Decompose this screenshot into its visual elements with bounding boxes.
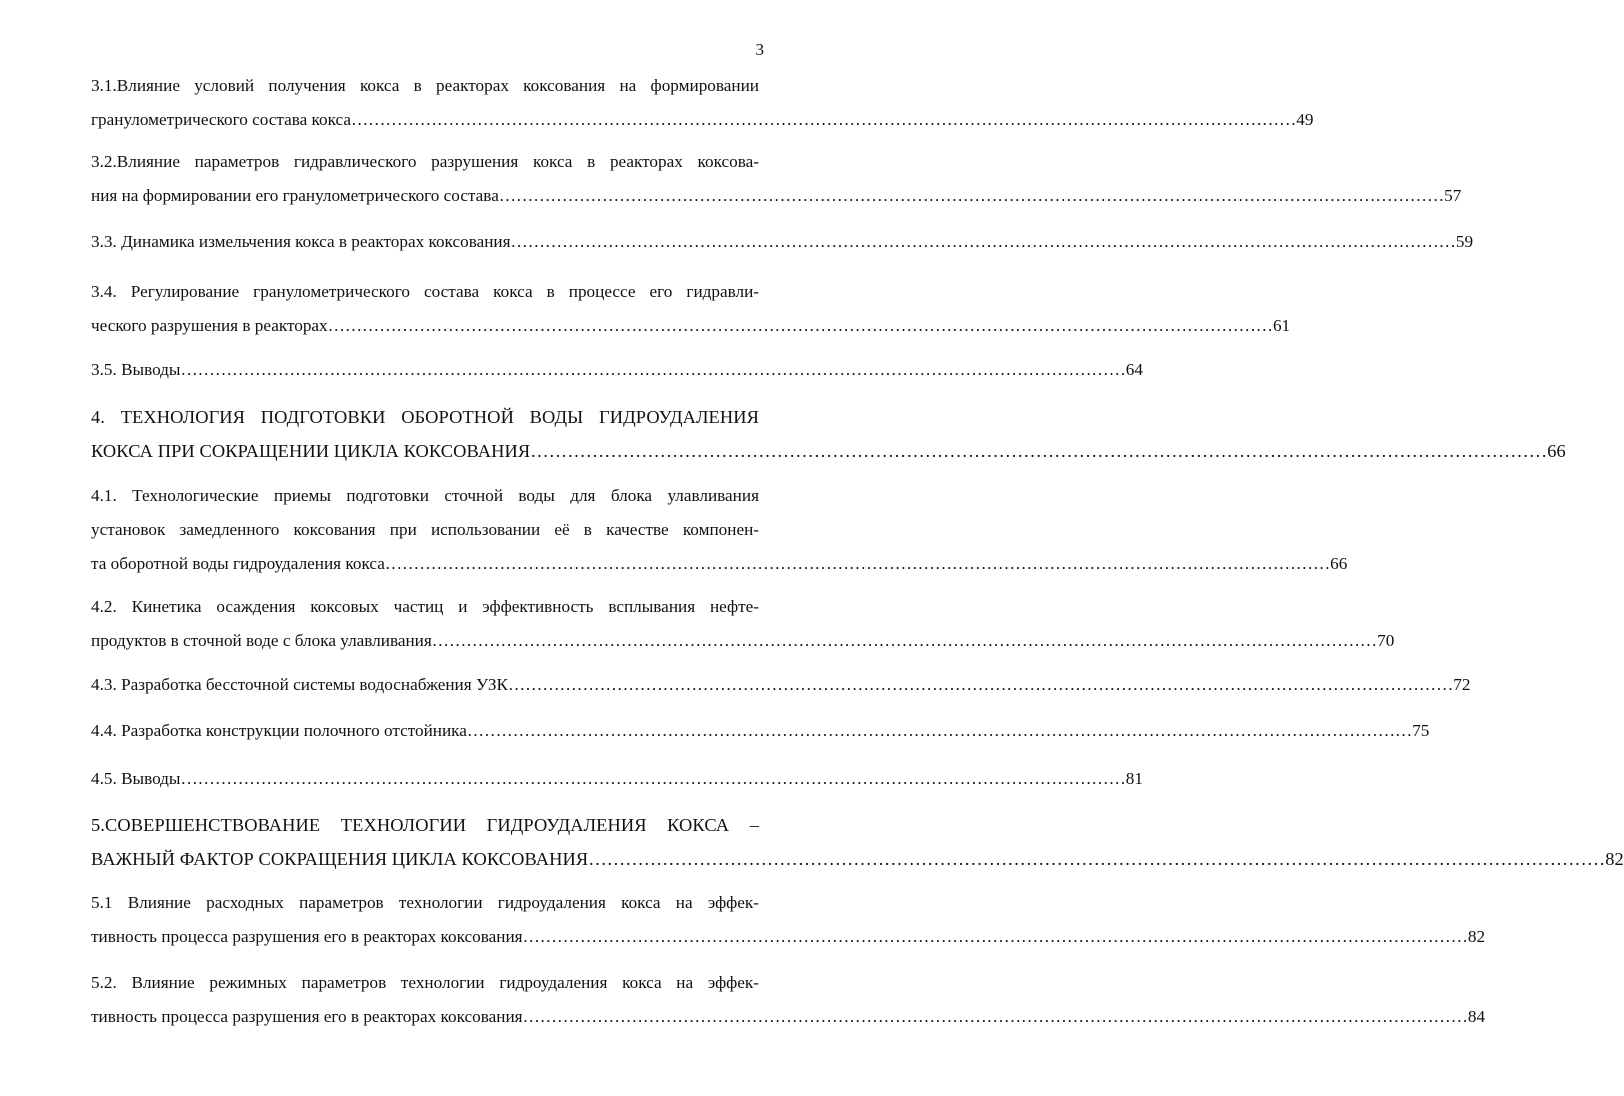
toc-entry-text: 5.1 Влияние расходных параметров технологии гидроудаления кокса на эффек-: [91, 893, 759, 912]
toc-entry-4-2: [91, 590, 1395, 658]
toc-entry-text: гранулометрического состава кокса: [91, 110, 351, 129]
toc-page-ref: 57: [1444, 186, 1462, 205]
toc-page-ref: 61: [1272, 316, 1291, 335]
dot-leader: [530, 434, 1547, 468]
toc-page-ref: 64: [1125, 360, 1143, 379]
toc-page-ref: 72: [1453, 675, 1471, 694]
toc-entry-4-4: [91, 714, 1430, 748]
toc-entry-3-4: [91, 275, 1291, 343]
toc-entry-last-line: [91, 762, 1143, 796]
toc-entry-last-line: [91, 225, 1474, 259]
dot-leader: [467, 714, 1412, 748]
toc-entry-last-line: [91, 309, 1291, 343]
toc-entry-4-5: [91, 762, 1143, 796]
toc-entry-text: тивность процесса разрушения его в реакторах коксования: [91, 1007, 523, 1026]
toc-page-ref: 81: [1125, 769, 1143, 788]
toc-page-ref: 59: [1455, 232, 1474, 251]
toc-entry-text: 4. ТЕХНОЛОГИЯ ПОДГОТОВКИ ОБОРОТНОЙ ВОДЫ ГИДРОУДАЛЕНИЯ: [91, 407, 759, 427]
toc-entry-text: ния на формировании его гранулометрического состава: [91, 186, 499, 205]
dot-leader: [588, 842, 1605, 876]
toc-entry-text: та оборотной воды гидроудаления кокса: [91, 554, 385, 573]
toc-entry-5: [91, 808, 1624, 876]
toc-entry-last-line: [91, 547, 1348, 581]
toc-entry-text: 3.3. Динамика измельчения кокса в реакторах коксования: [91, 232, 511, 251]
toc-page-ref: 70: [1377, 631, 1395, 650]
toc-page-ref: 66: [1330, 554, 1348, 573]
toc-entry-3-1: [91, 69, 1314, 137]
toc-entry-4-3: [91, 668, 1471, 702]
toc-entry-text: 4.3. Разработка бессточной системы водоснабжения УЗК: [91, 675, 508, 694]
toc-entry-text: 3.5. Выводы: [91, 360, 181, 379]
dot-leader: [385, 547, 1330, 581]
dot-leader: [180, 762, 1125, 796]
toc-entry-text: ческого разрушения в реакторах: [91, 316, 328, 335]
dot-leader: [523, 1000, 1468, 1034]
dot-leader: [180, 353, 1125, 387]
toc-entry-last-line: [91, 668, 1471, 702]
toc-entry-4: [91, 400, 1566, 468]
dot-leader: [351, 103, 1296, 137]
toc-entry-last-line: [91, 920, 1486, 954]
toc-entry-text: 5.2. Влияние режимных параметров технологии гидроудаления кокса на эффек-: [91, 973, 759, 992]
toc-entry-text: тивность процесса разрушения его в реакторах коксования: [91, 927, 523, 946]
toc-entry-text: установок замедленного коксования при использовании её в качестве компонен-: [91, 520, 759, 539]
dot-leader: [499, 179, 1444, 213]
toc-entry-3-3: [91, 225, 1474, 259]
toc-entry-text: 5.СОВЕРШЕНСТВОВАНИЕ ТЕХНОЛОГИИ ГИДРОУДАЛЕНИЯ КОКСА –: [91, 815, 759, 835]
toc-entry-5-2: [91, 966, 1486, 1034]
toc-entry-text: 4.1. Технологические приемы подготовки сточной воды для блока улавливания: [91, 486, 759, 505]
toc-page-ref: 66: [1547, 441, 1566, 461]
toc-page-ref: 84: [1467, 1007, 1486, 1026]
page-number: 3: [755, 40, 764, 59]
toc-entry-last-line: [91, 434, 1566, 468]
toc-entry-4-1: [91, 479, 1348, 581]
toc-entry-last-line: [91, 1000, 1486, 1034]
toc-page-ref: 82: [1605, 849, 1624, 869]
dot-leader: [508, 668, 1453, 702]
toc-entry-last-line: [91, 714, 1430, 748]
toc-entry-text: продуктов в сточной воде с блока улавливания: [91, 631, 432, 650]
dot-leader: [328, 309, 1273, 343]
dot-leader: [432, 624, 1377, 658]
toc-entry-text: 3.4. Регулирование гранулометрического состава кокса в процессе его гидравли-: [91, 282, 759, 301]
toc-entry-5-1: [91, 886, 1486, 954]
toc-entry-text: КОКСА ПРИ СОКРАЩЕНИИ ЦИКЛА КОКСОВАНИЯ: [91, 441, 531, 461]
toc-entry-3-2: [91, 145, 1462, 213]
toc-entry-last-line: [91, 624, 1395, 658]
toc-entry-text: 4.5. Выводы: [91, 769, 181, 788]
toc-page-ref: 49: [1296, 110, 1314, 129]
toc-entry-text: 4.2. Кинетика осаждения коксовых частиц и эффективность всплывания нефте-: [91, 597, 759, 616]
toc-entry-text: ВАЖНЫЙ ФАКТОР СОКРАЩЕНИЯ ЦИКЛА КОКСОВАНИЯ: [91, 849, 589, 869]
toc-page-ref: 82: [1467, 927, 1486, 946]
dot-leader: [511, 225, 1456, 259]
toc-entry-last-line: [91, 353, 1143, 387]
dot-leader: [523, 920, 1468, 954]
toc-page-ref: 75: [1412, 721, 1430, 740]
toc-entry-last-line: [91, 179, 1462, 213]
toc-entry-text: 3.2.Влияние параметров гидравлического разрушения кокса в реакторах коксова-: [91, 152, 759, 171]
toc-entry-last-line: [91, 103, 1314, 137]
toc-entry-text: 3.1.Влияние условий получения кокса в реакторах коксования на формировании: [91, 76, 759, 95]
toc-entry-last-line: [91, 842, 1624, 876]
toc-entry-text: 4.4. Разработка конструкции полочного отстойника: [91, 721, 467, 740]
toc-entry-3-5: [91, 353, 1143, 387]
